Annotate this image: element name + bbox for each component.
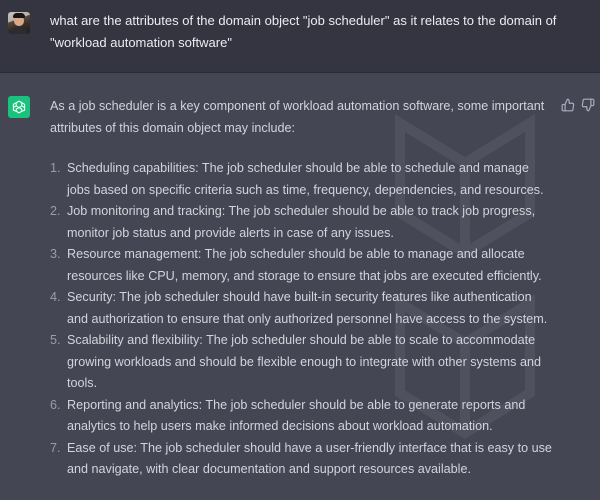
list-item xyxy=(50,158,555,201)
list-number: 1. xyxy=(50,161,61,175)
list-item xyxy=(50,201,555,244)
list-item xyxy=(50,330,555,395)
list-number: 2. xyxy=(50,204,61,218)
list-item-text: Ease of use: The job scheduler should have a user-friendly interface that is easy to use and navigate, with clear documentation and support resources available. xyxy=(67,440,552,476)
list-item xyxy=(50,395,555,438)
openai-logo-icon xyxy=(8,96,30,118)
user-avatar xyxy=(8,12,30,34)
list-item xyxy=(50,287,555,330)
thumbs-down-icon[interactable] xyxy=(581,98,595,112)
assistant-message-text xyxy=(50,96,555,481)
list-number: 5. xyxy=(50,333,61,347)
user-message-row xyxy=(0,0,600,73)
list-number: 4. xyxy=(50,290,61,304)
list-number: 7. xyxy=(50,440,61,455)
list-item-text: Job monitoring and tracking: The job scheduler should be able to track job progress, monitor job status and provide alerts in case of any issues. xyxy=(67,204,536,240)
assistant-intro: As a job scheduler is a key component of workload automation software, some important attributes of this domain object may include: xyxy=(50,99,545,135)
list-item-text: Security: The job scheduler should have built-in security features like authentication and authorization to ensure that only authorized personnel have access to the system. xyxy=(67,290,548,326)
attributes-list xyxy=(50,158,555,481)
thumbs-up-icon[interactable] xyxy=(561,98,575,112)
list-number: 3. xyxy=(50,247,61,261)
list-number: 6. xyxy=(50,397,61,412)
list-item-text: Reporting and analytics: The job scheduler should be able to generate reports and analytics to help users make informed decisions about workload automation. xyxy=(67,397,526,433)
list-item xyxy=(50,244,555,287)
list-item xyxy=(50,438,555,481)
user-message-text: what are the attributes of the domain object "job scheduler" as it relates to the domain of "workload automation software" xyxy=(50,13,557,50)
list-item-text: Scalability and flexibility: The job scheduler should be able to scale to accommodate growing workloads and should be flexible enough to integrate with other systems and tools. xyxy=(67,333,541,390)
list-item-text: Resource management: The job scheduler should be able to manage and allocate resources like CPU, memory, and storage to ensure that jobs are executed efficiently. xyxy=(67,247,542,283)
assistant-message-row xyxy=(0,73,600,500)
list-item-text: Scheduling capabilities: The job scheduler should be able to schedule and manage jobs based on specific criteria such as time, frequency, dependencies, and resources. xyxy=(67,161,544,197)
